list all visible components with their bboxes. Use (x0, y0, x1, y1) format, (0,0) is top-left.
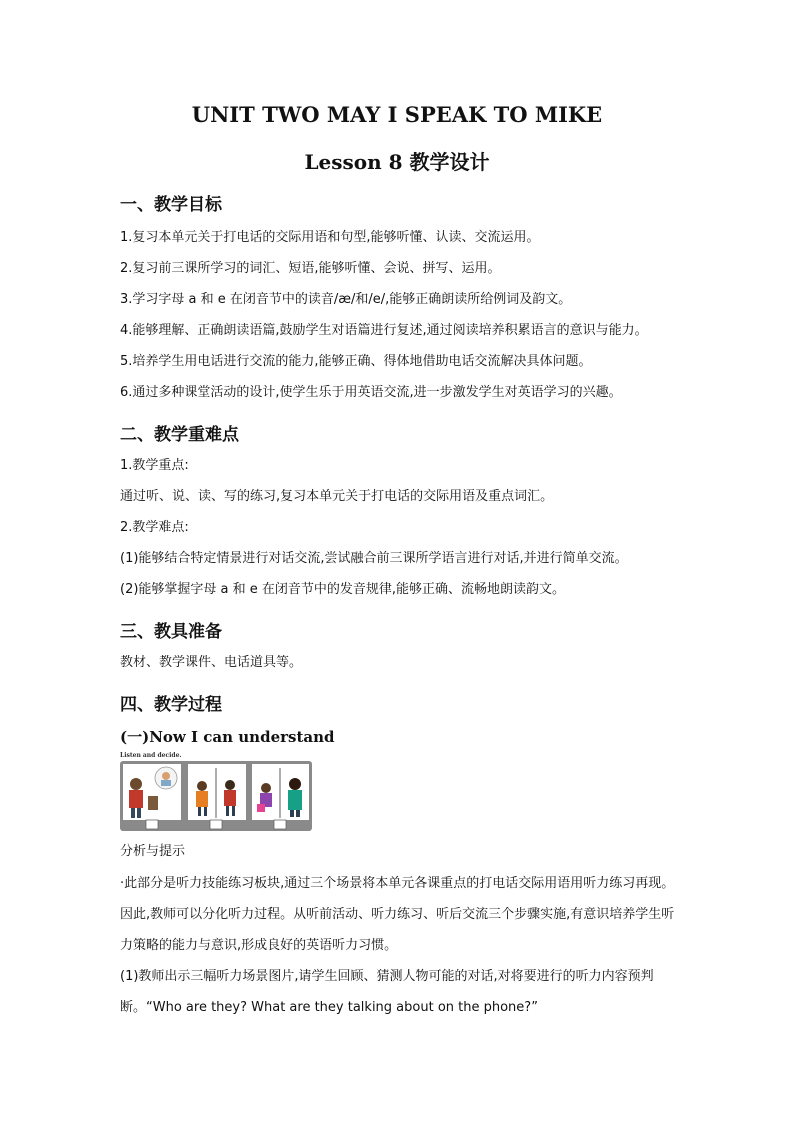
section-heading-key-points: 二、教学重难点 (120, 425, 239, 445)
key-points-line: (1)能够结合特定情景进行对话交流,尝试融合前三课所学语言进行对话,并进行简单交流。 (120, 551, 628, 566)
objective-item: 6.通过多种课堂活动的设计,使学生乐于用英语交流,进一步激发学生对英语学习的兴趣。 (120, 385, 622, 400)
section-heading-materials: 三、教具准备 (120, 622, 222, 642)
objective-item: 1.复习本单元关于打电话的交际用语和句型,能够听懂、认读、交流运用。 (120, 230, 540, 245)
listening-scenes-figure (120, 752, 313, 832)
key-points-line: 2.教学难点: (120, 520, 189, 535)
analysis-paragraph: ·此部分是听力技能练习板块,通过三个场景将本单元各课重点的打电话交际用语用听力练习再现。因此,教师可以分化听力过程。从听前活动、听力练习、听后交流三个步骤实施,有意识培养学生听力策略的能力与意识,形成良好的英语听力习惯。 (120, 876, 675, 953)
objective-item: 3.学习字母 a 和 e 在闭音节中的读音/æ/和/e/,能够正确朗读所给例词及韵文。 (120, 292, 572, 307)
subsection-heading: (一)Now I can understand (120, 728, 335, 746)
listening-scenes-illustration (120, 752, 313, 832)
objective-item: 5.培养学生用电话进行交流的能力,能够正确、得体地借助电话交流解决具体问题。 (120, 354, 592, 369)
analysis-heading: 分析与提示 (120, 844, 186, 859)
procedure-paragraph: (1)教师出示三幅听力场景图片,请学生回顾、猜测人物可能的对话,对将要进行的听力内容预判断。“Who are they? What are they talking about on the phone?” (120, 969, 654, 1015)
materials-text: 教材、教学课件、电话道具等。 (120, 655, 303, 670)
objective-item: 2.复习前三课所学习的词汇、短语,能够听懂、会说、拼写、运用。 (120, 261, 501, 276)
objective-item: 4.能够理解、正确朗读语篇,鼓励学生对语篇进行复述,通过阅读培养积累语言的意识与能力。 (120, 323, 648, 338)
document-title: UNIT TWO MAY I SPEAK TO MIKE (191, 102, 603, 127)
section-heading-process: 四、教学过程 (120, 695, 222, 715)
figure-instruction-label: Listen and decide. (120, 752, 182, 759)
section-heading-objectives: 一、教学目标 (120, 195, 222, 215)
key-points-line: 1.教学重点: (120, 458, 189, 473)
key-points-line: (2)能够掌握字母 a 和 e 在闭音节中的发音规律,能够正确、流畅地朗读韵文。 (120, 582, 566, 597)
key-points-line: 通过听、说、读、写的练习,复习本单元关于打电话的交际用语及重点词汇。 (120, 489, 554, 504)
lesson-subtitle: Lesson 8 教学设计 (304, 150, 490, 174)
